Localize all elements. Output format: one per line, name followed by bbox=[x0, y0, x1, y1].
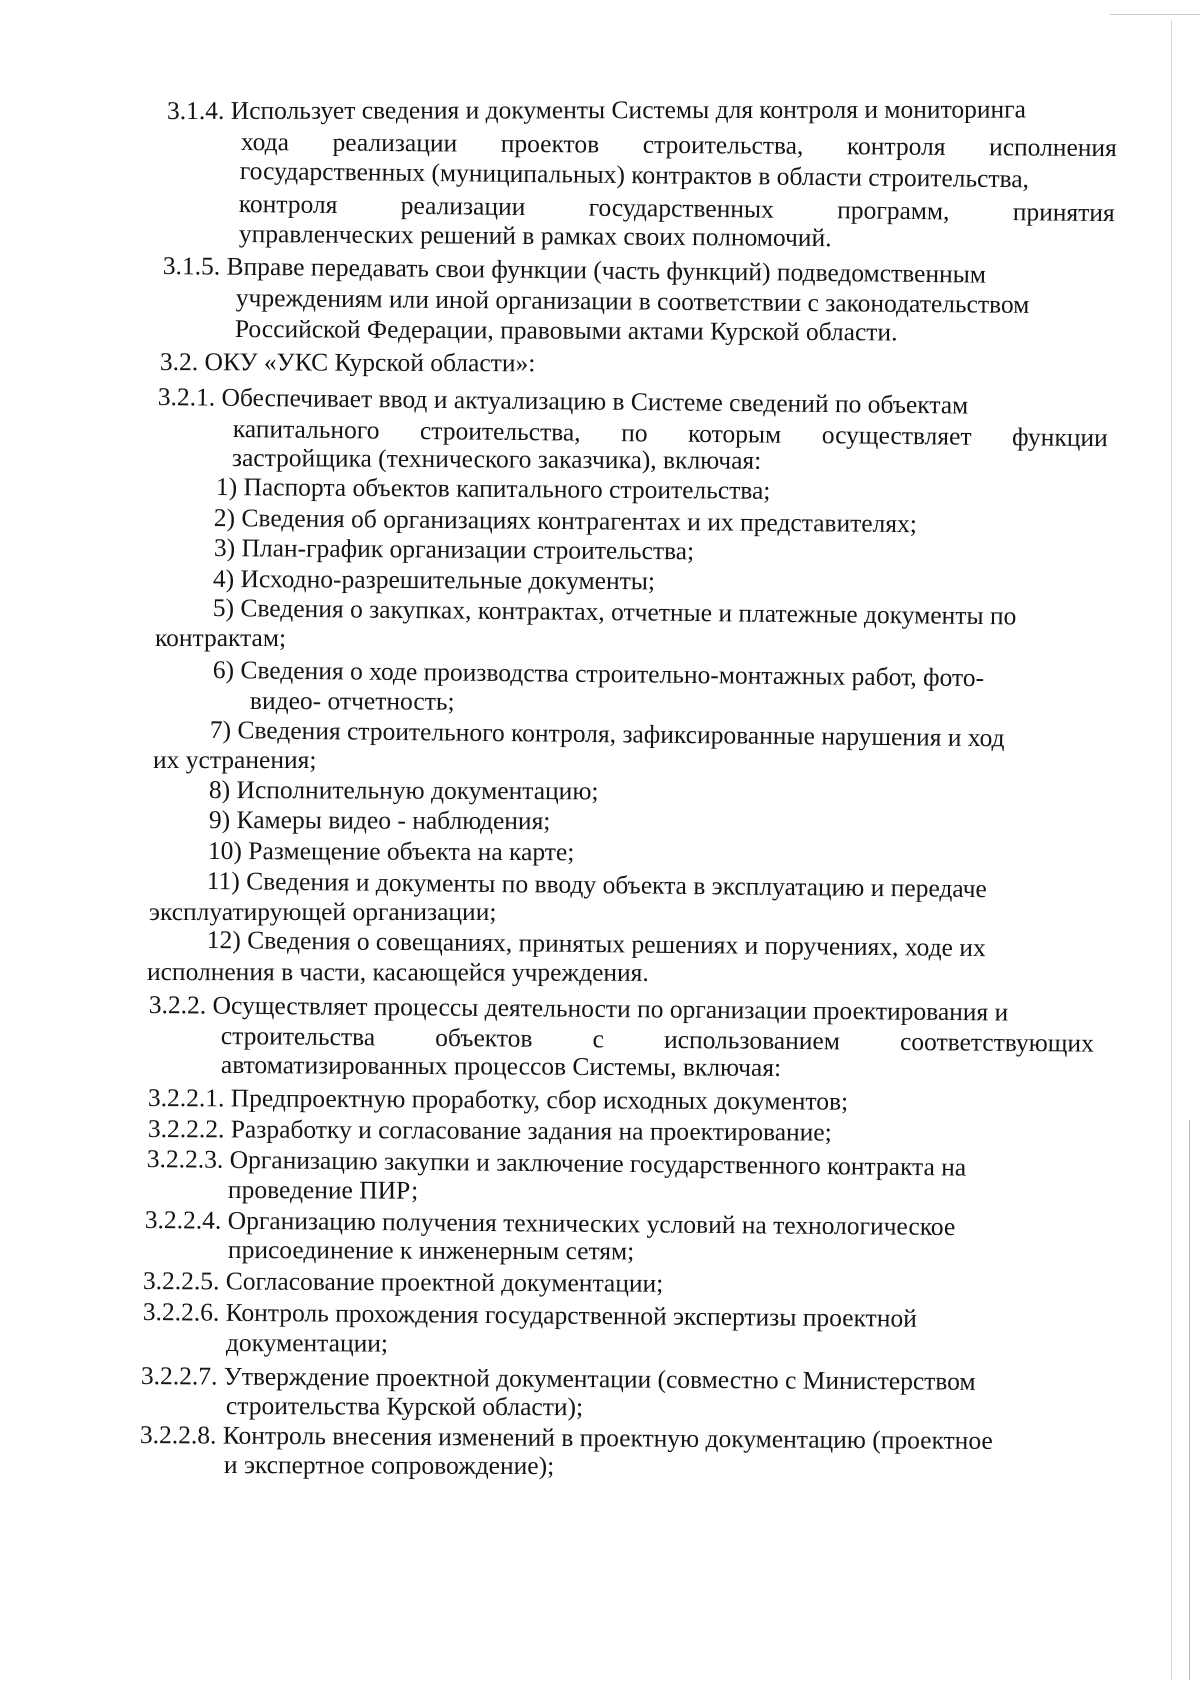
word: которым bbox=[687, 418, 782, 449]
word: программ, bbox=[837, 195, 950, 226]
clause-line bbox=[167, 95, 1026, 126]
word: строительства, bbox=[642, 129, 804, 160]
clause-continuation: управленческих решений в рамках своих полномочий. bbox=[238, 219, 832, 253]
word: проектов bbox=[500, 128, 600, 159]
clause-number: 3.2.2.6. bbox=[142, 1297, 220, 1327]
word: соответствующих bbox=[899, 1026, 1094, 1058]
list-item: 6) Сведения о ходе производства строительно-монтажных работ, фото- bbox=[212, 655, 985, 693]
clause-text: Контроль прохождения государственной экспертизы проектной bbox=[225, 1297, 917, 1333]
clause-number: 3.1.4. bbox=[167, 95, 225, 125]
word: по bbox=[621, 418, 648, 448]
word: реализации bbox=[400, 190, 526, 221]
clause-line bbox=[143, 1266, 664, 1299]
list-item-wrap: их устранения; bbox=[153, 745, 317, 774]
clause-line bbox=[148, 1083, 848, 1117]
list-item-wrap: исполнения в части, касающейся учреждения. bbox=[146, 957, 649, 987]
clause-number: 3.2.2.4. bbox=[144, 1205, 222, 1235]
clause-line bbox=[148, 1114, 832, 1148]
clause-number: 3.2.2.3. bbox=[146, 1144, 224, 1174]
clause-continuation: учреждениям или иной организации в соответствии с законодательством bbox=[235, 283, 1030, 319]
clause-number: 3.2.2.2. bbox=[147, 1114, 225, 1144]
word: функции bbox=[1011, 422, 1108, 453]
word: государственных bbox=[588, 192, 775, 224]
list-item: 9) Камеры видео - наблюдения; bbox=[208, 805, 551, 836]
clause-text: Согласование проектной документации; bbox=[225, 1266, 664, 1298]
list-item: 3) План-график организации строительства; bbox=[213, 533, 695, 566]
clause-number: 3.2.2.8. bbox=[139, 1420, 217, 1450]
list-item-wrap: контрактам; bbox=[155, 623, 287, 652]
clause-text: ОКУ «УКС Курской области»: bbox=[204, 347, 536, 378]
word: принятия bbox=[1012, 197, 1115, 228]
clause-continuation: государственных (муниципальных) контрактов в области строительства, bbox=[239, 156, 1030, 194]
word: контроля bbox=[238, 189, 338, 220]
list-item: 7) Сведения строительного контроля, зафиксированные нарушения и ход bbox=[209, 715, 1005, 753]
clause-number: 3.2. bbox=[159, 347, 199, 377]
word: объектов bbox=[435, 1022, 533, 1053]
clause-text: Организацию закупки и заключение государственного контракта на bbox=[229, 1144, 967, 1182]
clause-number: 3.1.5. bbox=[162, 251, 221, 281]
word: строительства, bbox=[419, 415, 581, 447]
word: контроля bbox=[846, 131, 946, 161]
clause-continuation: Российской Федерации, правовыми актами Курской области. bbox=[234, 314, 898, 347]
clause-continuation: застройщика (технического заказчика), включая: bbox=[231, 443, 762, 475]
clause-continuation: строительства Курской области); bbox=[225, 1391, 584, 1422]
clause-text: Утверждение проектной документации (совместно с Министерством bbox=[223, 1361, 976, 1396]
clause-text: Разработку и согласование задания на проектирование; bbox=[230, 1114, 832, 1147]
word: осуществляет bbox=[821, 420, 972, 451]
clause-text: Осуществляет процессы деятельности по организации проектирования и bbox=[212, 990, 1009, 1027]
clause-text: Использует сведения и документы Системы для контроля и мониторинга bbox=[230, 94, 1026, 125]
clause-continuation: документации; bbox=[225, 1328, 389, 1358]
word: капитального bbox=[232, 414, 380, 445]
clause-number: 3.2.2.5. bbox=[142, 1266, 220, 1296]
word: с bbox=[592, 1024, 605, 1054]
clause-number: 3.2.2. bbox=[148, 990, 207, 1020]
list-item-wrap: видео- отчетность; bbox=[249, 686, 455, 716]
word: хода bbox=[240, 127, 290, 157]
list-item: 4) Исходно-разрешительные документы; bbox=[212, 564, 656, 596]
clause-number: 3.2.2.7. bbox=[140, 1361, 218, 1391]
word: использованием bbox=[663, 1024, 841, 1056]
clause-continuation: автоматизированных процессов Системы, включая: bbox=[220, 1050, 782, 1082]
word: реализации bbox=[332, 127, 458, 158]
word: строительства bbox=[220, 1021, 376, 1052]
list-item: 1) Паспорта объектов капитального строительства; bbox=[215, 472, 771, 505]
clause-text: Организацию получения технических условий на технологическое bbox=[227, 1205, 956, 1242]
list-item: 8) Исполнительную документацию; bbox=[208, 775, 599, 806]
clause-text: Обеспечивает ввод и актуализацию в Системе сведений по объектам bbox=[221, 382, 969, 420]
list-item: 11) Сведения и документы по вводу объекта в эксплуатацию и передаче bbox=[206, 866, 987, 904]
word: исполнения bbox=[989, 132, 1117, 163]
list-item: 12) Сведения о совещаниях, принятых решениях и поручениях, ходе их bbox=[206, 925, 986, 963]
clause-text: Контроль внесения изменений в проектную документацию (проектное bbox=[222, 1420, 993, 1455]
list-item-wrap: эксплуатирующей организации; bbox=[149, 897, 497, 926]
list-item: 2) Сведения об организациях контрагентах и их представителях; bbox=[213, 503, 918, 539]
clause-line bbox=[160, 347, 535, 378]
list-item: 10) Размещение объекта на карте; bbox=[207, 836, 575, 867]
clause-text: Вправе передавать свои функции (часть функций) подведомственным bbox=[226, 251, 987, 289]
clause-continuation: проведение ПИР; bbox=[227, 1175, 419, 1205]
clause-number: 3.2.2.1. bbox=[147, 1083, 225, 1113]
clause-continuation: и экспертное сопровождение); bbox=[223, 1450, 555, 1481]
clause-continuation: присоединение к инженерным сетям; bbox=[227, 1235, 635, 1266]
list-item: 5) Сведения о закупках, контрактах, отчетные и платежные документы по bbox=[212, 593, 1017, 631]
clause-number: 3.2.1. bbox=[157, 382, 216, 412]
clause-text: Предпроектную проработку, сбор исходных документов; bbox=[230, 1083, 849, 1116]
